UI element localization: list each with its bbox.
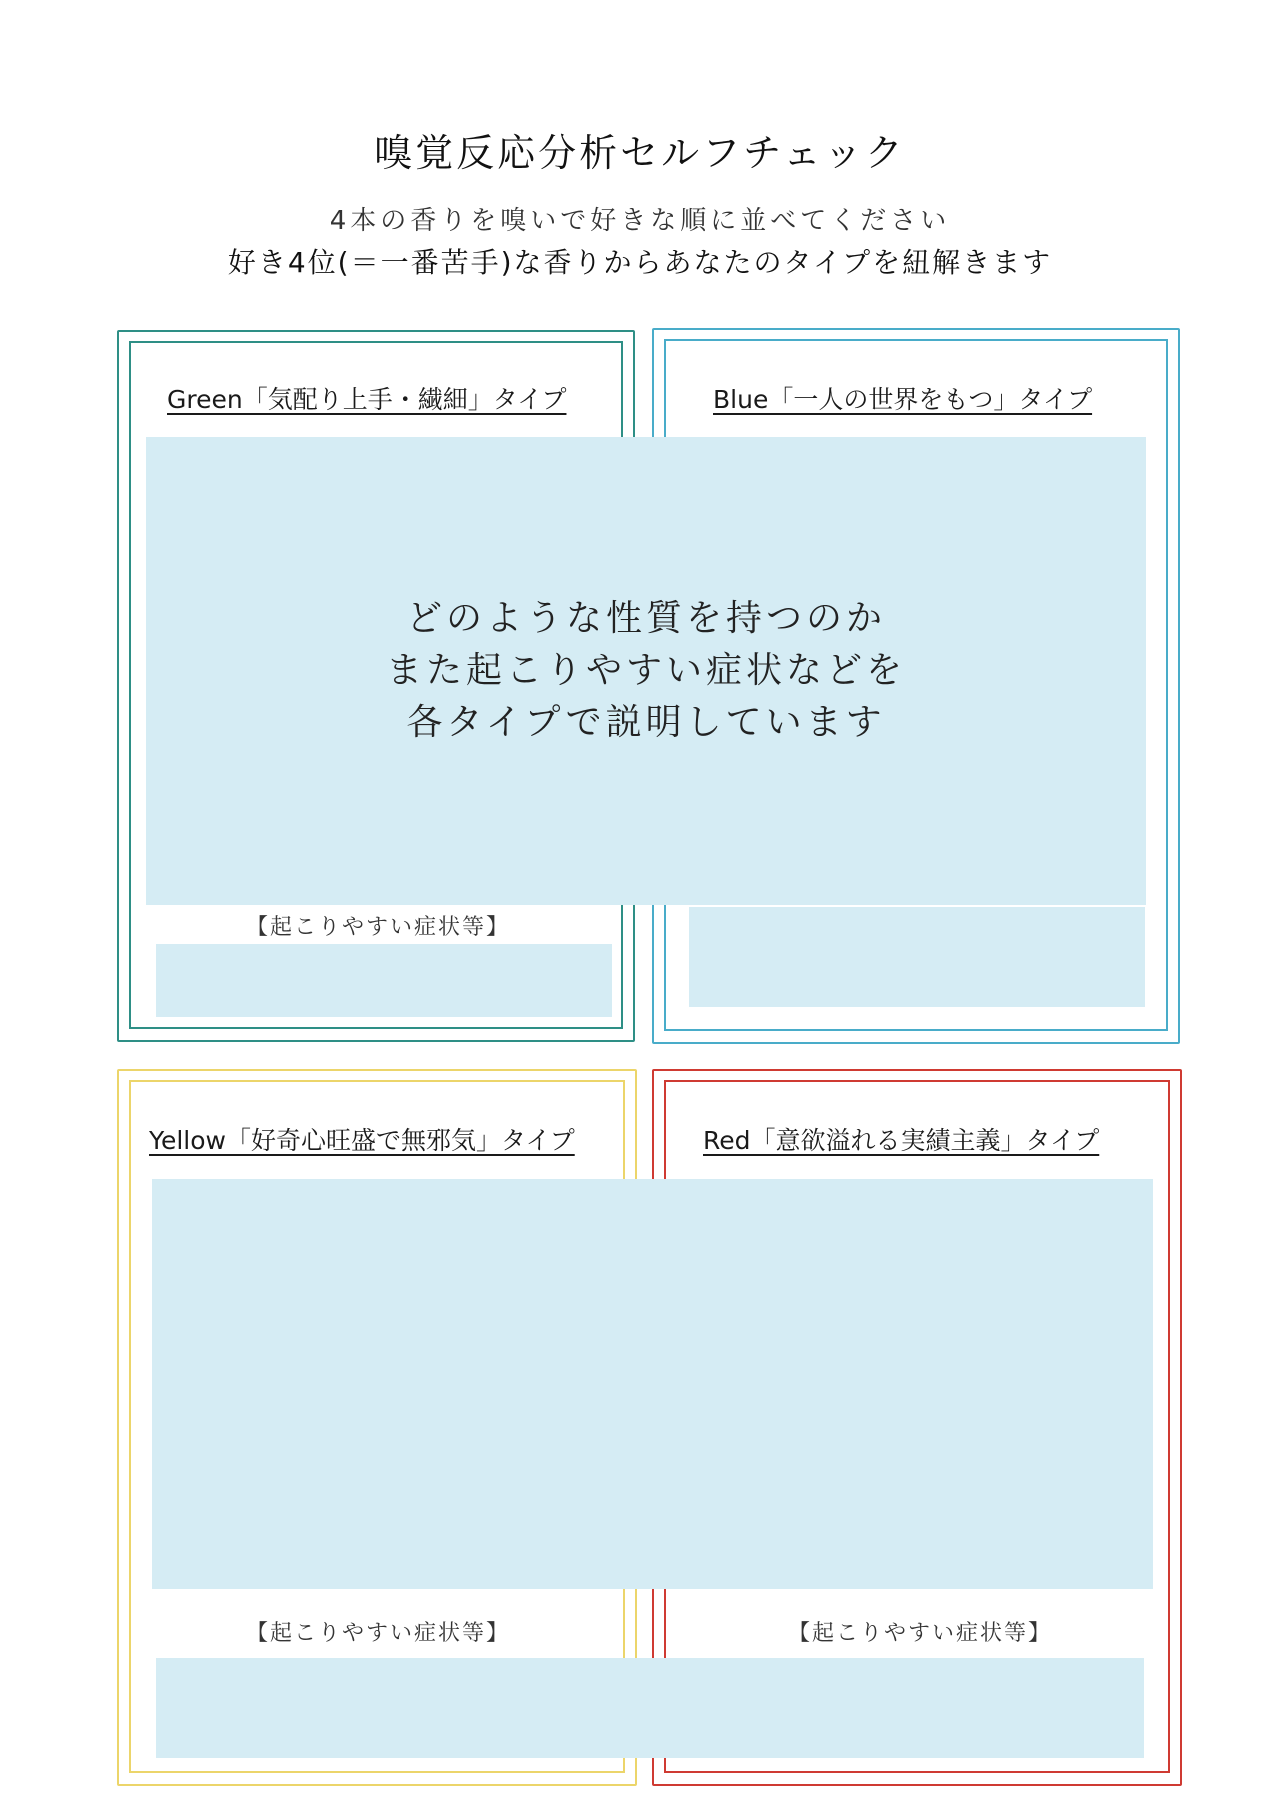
yellow-card-title: Yellow「好奇心旺盛で無邪気」タイプ (149, 1126, 575, 1155)
yellow-card-symptom-label: 【起こりやすい症状等】 (246, 1621, 511, 1646)
green-card-title: Green「気配り上手・繊細」タイプ (167, 385, 567, 414)
bottom-symptom-mask (156, 1658, 1144, 1758)
bottom-content-mask (152, 1179, 1153, 1589)
overlay-line-1: どのような性質を持つのか (405, 598, 886, 639)
blue-card-title: Blue「一人の世界をもつ」タイプ (713, 385, 1093, 414)
red-card-symptom-label: 【起こりやすい症状等】 (788, 1621, 1053, 1646)
blue-card-symptom-mask (689, 907, 1145, 1007)
instruction-text: 4本の香りを嗅いで好きな順に並べてください (329, 206, 951, 236)
overlay-line-3: 各タイプで説明しています (406, 702, 886, 743)
page-title: 嗅覚反応分析セルフチェック (374, 131, 906, 175)
lead-text: 好き4位(＝一番苦手)な香りからあなたのタイプを紐解きます (227, 246, 1053, 279)
overlay-note (146, 437, 1146, 905)
green-card-symptom-mask (156, 944, 612, 1017)
overlay-line-2: また起こりやすい症状などを (385, 650, 906, 691)
green-card-symptom-label: 【起こりやすい症状等】 (246, 915, 511, 940)
red-card-title: Red「意欲溢れる実績主義」タイプ (703, 1126, 1100, 1155)
